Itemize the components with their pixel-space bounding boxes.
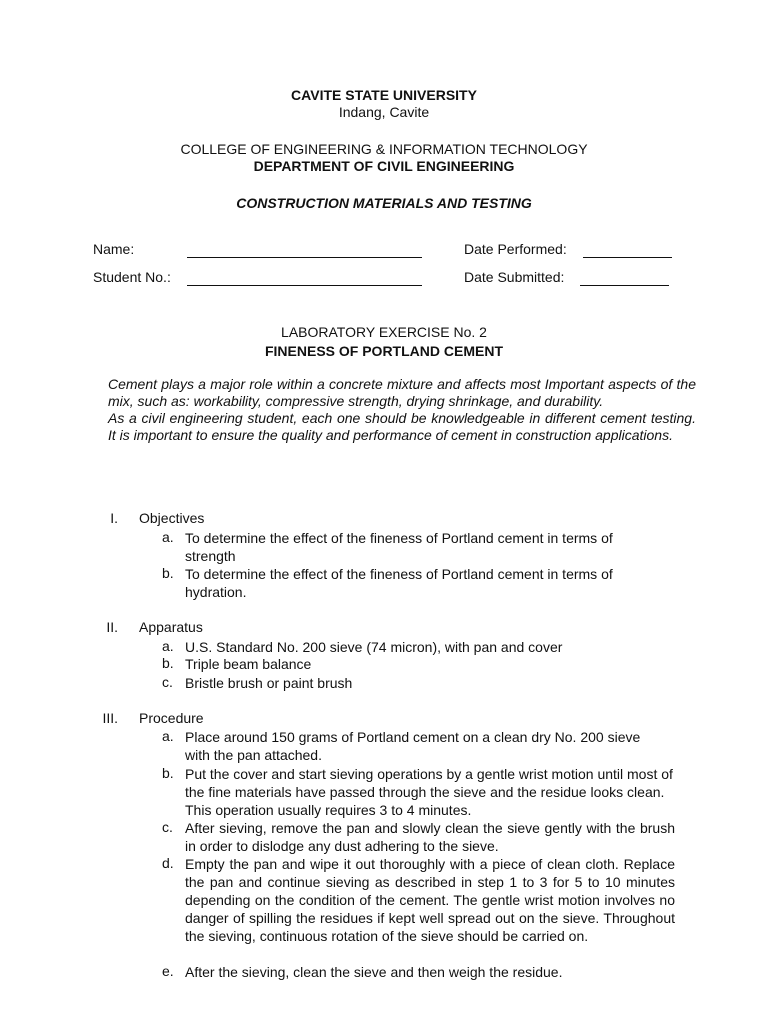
section-title: Apparatus	[139, 619, 203, 635]
item-letter: e.	[162, 963, 174, 979]
item-letter: a.	[162, 728, 174, 744]
item-letter: c.	[162, 674, 173, 690]
item-letter: b.	[162, 565, 174, 581]
section-numeral: III.	[102, 710, 118, 726]
course-title: CONSTRUCTION MATERIALS AND TESTING	[236, 195, 532, 211]
item-letter: a.	[162, 529, 174, 545]
department-name: DEPARTMENT OF CIVIL ENGINEERING	[253, 158, 515, 174]
exercise-number: LABORATORY EXERCISE No. 2	[281, 324, 487, 340]
intro-paragraph-1: Cement plays a major role within a concrete mixture and affects most Important aspects of the mix, such as: workability, compressive strength, drying shrinkage, and durability.	[108, 376, 696, 409]
intro-paragraph-2: As a civil engineering student, each one should be knowledgeable in different cement testing. It is important to ensure the quality and performance of cement in construction applications.	[108, 410, 696, 443]
section-title: Objectives	[139, 510, 205, 526]
college-name: COLLEGE OF ENGINEERING & INFORMATION TECHNOLOGY	[180, 141, 588, 157]
item-text: Bristle brush or paint brush	[185, 675, 353, 691]
item-text: U.S. Standard No. 200 sieve (74 micron), with pan and cover	[185, 639, 563, 655]
item-text: Empty the pan and wipe it out thoroughly with a piece of clean cloth. Replace the pan and continue sieving as described in step 1 to 3 for 5 to 10 minutes depending on the condition of the cement. The gentle wrist motion involves no danger of spilling the residues if kept well spread out on the sieve. Throughout the sieving, continuous rotation of the sieve should be carried on.	[185, 856, 675, 944]
item-text: To determine the effect of the fineness of Portland cement in terms of hydration.	[185, 566, 613, 600]
university-location: Indang, Cavite	[338, 104, 430, 120]
item-letter: d.	[162, 855, 174, 871]
section-numeral: II.	[106, 619, 118, 635]
exercise-title: FINENESS OF PORTLAND CEMENT	[264, 343, 503, 359]
student-no-label: Student No.:	[93, 269, 171, 285]
name-label: Name:	[93, 241, 135, 257]
item-text: Put the cover and start sieving operations by a gentle wrist motion until most of the fine materials have passed through the sieve and the residue looks clean. This operation usually requires 3 to 4 minutes.	[185, 766, 673, 818]
item-letter: b.	[162, 655, 174, 671]
student-no-field-line[interactable]	[187, 285, 422, 286]
item-letter: b.	[162, 765, 174, 781]
section-numeral: I.	[110, 510, 118, 526]
item-text: To determine the effect of the fineness of Portland cement in terms of strength	[185, 530, 613, 564]
item-letter: a.	[162, 638, 174, 654]
section-title: Procedure	[139, 710, 204, 726]
item-text: After sieving, remove the pan and slowly clean the sieve gently with the brush in order to dislodge any dust adhering to the sieve.	[185, 820, 675, 854]
name-field-line[interactable]	[187, 257, 422, 258]
date-submitted-field-line[interactable]	[580, 285, 669, 286]
date-submitted-label: Date Submitted:	[464, 269, 565, 285]
date-performed-field-line[interactable]	[583, 257, 672, 258]
intro-text	[108, 376, 696, 444]
item-text: After the sieving, clean the sieve and then weigh the residue.	[185, 964, 563, 980]
item-letter: c.	[162, 819, 173, 835]
university-name: CAVITE STATE UNIVERSITY	[291, 87, 477, 103]
item-text: Triple beam balance	[185, 656, 312, 672]
item-text: Place around 150 grams of Portland cement on a clean dry No. 200 sieve with the pan attached.	[185, 729, 641, 763]
date-performed-label: Date Performed:	[464, 241, 567, 257]
